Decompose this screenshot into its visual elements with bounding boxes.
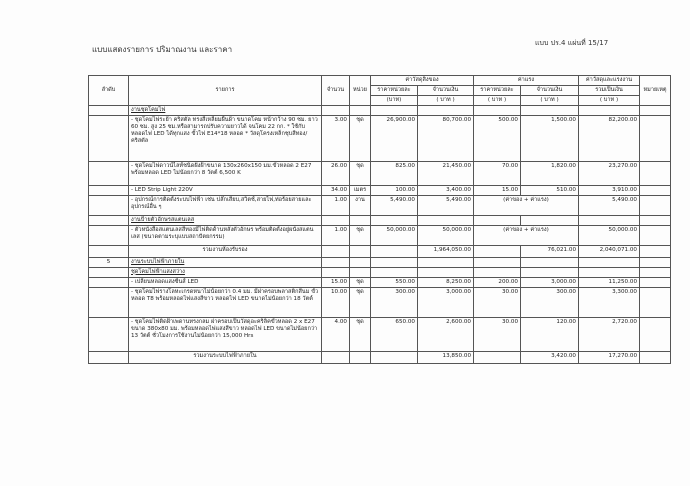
col-item: รายการ (129, 76, 322, 106)
item-description: - อุปกรณ์การติดตั้งระบบไฟฟ้า เช่น ปลั๊กเสียบ,สวิตช์,สายไฟ,ท่อร้อยสายและอุปกรณ์อื่น ๆ (129, 195, 322, 215)
unit-label: (บาท) (371, 96, 418, 106)
form-reference: แบบ ปร.4 แผ่นที่ 15/17 (535, 39, 609, 47)
table-row (89, 115, 671, 161)
total-amount: 82,200.00 (579, 115, 640, 161)
table-row (89, 185, 671, 195)
material-amount: 2,600.00 (418, 317, 474, 351)
material-unit-price: 650.00 (371, 317, 418, 351)
material-unit-price: 26,900.00 (371, 115, 418, 161)
section-heading: งานชุดโคมไฟ (129, 106, 322, 116)
material-unit-price: 50,000.00 (371, 225, 418, 245)
item-description: - ชุดโคมไฟรางโลหะเกรดหนาไม่น้อยกว่า 0.4 มม. มีฝาครอบพลาสติกสีนม ขั้วหลอด T8 พร้อมหลอดไฟแสงสีขาว หลอดไฟ LED ขนาดไม่น้อยกว่า 18 วัตต์ (129, 287, 322, 317)
unit-cell: ชุด (350, 287, 371, 317)
labor-amount: 1,820.00 (521, 161, 579, 185)
qty-cell: 1.00 (322, 195, 350, 215)
col-labor-unit: ราคาหน่วยละ (474, 86, 521, 96)
boq-table (88, 75, 671, 364)
qty-cell: 4.00 (322, 317, 350, 351)
table-row (89, 225, 671, 245)
document-title: แบบแสดงรายการ ปริมาณงาน และราคา (92, 45, 233, 54)
subtotal-label: รวมงานห้องรับรอง (129, 245, 322, 257)
material-amount: 8,250.00 (418, 277, 474, 287)
material-amount: 80,700.00 (418, 115, 474, 161)
labor-unit-price: 70.00 (474, 161, 521, 185)
table-row (89, 317, 671, 351)
total-amount: 2,720.00 (579, 317, 640, 351)
labor-amount: 120.00 (521, 317, 579, 351)
table-row (89, 195, 671, 215)
table-row (89, 161, 671, 185)
total-amount: 3,300.00 (579, 287, 640, 317)
col-total: ค่าวัสดุและแรงงาน (579, 76, 640, 86)
header-row-1 (89, 76, 671, 86)
material-unit-price: 5,490.00 (371, 195, 418, 215)
col-unit-price: ราคาหน่วยละ (371, 86, 418, 96)
qty-cell: 10.00 (322, 287, 350, 317)
col-unit: หน่วย (350, 76, 371, 106)
unit-cell: ชุด (350, 115, 371, 161)
section-heading-row (89, 267, 671, 277)
qty-cell: 1.00 (322, 225, 350, 245)
subtotal-material: 1,964,050.00 (418, 245, 474, 257)
subtotal-labor: 3,420.00 (521, 351, 579, 363)
item-description: - ตัวหนังสือสแตนเลสสีทองมีไฟติดด้านหลังตัวอักษร พร้อมติดตั้งอยู่ผนังสแตนเลส (ขนาดตามระบุแบบสถาปัตยกรรม) (129, 225, 322, 245)
total-amount: 50,000.00 (579, 225, 640, 245)
unit-cell: งาน (350, 195, 371, 215)
material-amount: 5,490.00 (418, 195, 474, 215)
unit-cell: ชุด (350, 277, 371, 287)
unit-label: ( บาท ) (474, 96, 521, 106)
col-no: ลำดับ (89, 76, 129, 106)
subtotal-total: 2,040,071.00 (579, 245, 640, 257)
section-subheading: ชุดโคมไฟฟ้าแสงสว่าง (129, 267, 322, 277)
labor-unit-price: 500.00 (474, 115, 521, 161)
material-unit-price: 550.00 (371, 277, 418, 287)
section-heading-row (89, 106, 671, 116)
section-number: 5 (89, 257, 129, 267)
labor-unit-price: 30.00 (474, 317, 521, 351)
unit-cell: ชุด (350, 317, 371, 351)
qty-cell: 34.00 (322, 185, 350, 195)
total-amount: 11,250.00 (579, 277, 640, 287)
total-amount: 5,490.00 (579, 195, 640, 215)
qty-cell: 26.00 (322, 161, 350, 185)
col-labor-amount: จำนวนเงิน (521, 86, 579, 96)
material-amount: 21,450.00 (418, 161, 474, 185)
total-amount: 23,270.00 (579, 161, 640, 185)
subtotal-total: 17,270.00 (579, 351, 640, 363)
subtotal-label: รวมงานระบบไฟฟ้าภายใน (129, 351, 322, 363)
labor-amount: 3,000.00 (521, 277, 579, 287)
labor-amount: 510.00 (521, 185, 579, 195)
material-unit-price: 300.00 (371, 287, 418, 317)
material-amount: 3,400.00 (418, 185, 474, 195)
unit-cell: ชุด (350, 161, 371, 185)
unit-cell: ชุด (350, 225, 371, 245)
col-amount: จำนวนเงิน (418, 86, 474, 96)
section-heading: งานระบบไฟฟ้าภายใน (129, 257, 322, 267)
item-description: - ชุดโคมไฟติดฝ้าเพดานทรงกลม ฝาครอบเป็นวัสดุอะคริลิคขั้วหลอด 2 x E27 ขนาด 380x80 มม. พร้อมหลอดไฟแสงสีขาว หลอดไฟ LED ขนาดไม่น้อยกว่า 13 วัตต์ ชั่วโมงการใช้งานไม่น้อยกว่า 15,000 Hrs (129, 317, 322, 351)
section-heading: งานป้ายตัวอักษรสแตนเลส (129, 215, 322, 225)
subtotal-labor: 76,021.00 (521, 245, 579, 257)
labor-amount: 300.00 (521, 287, 579, 317)
unit-label: ( บาท ) (579, 96, 640, 106)
unit-label: ( บาท ) (418, 96, 474, 106)
item-description: - LED Strip Light 220V (129, 185, 322, 195)
item-description: - ชุดโคมไฟระย้า คริสตัล ทรงสี่เหลี่ยมผืนผ้า ขนาดโคม หน้ากว้าง 90 ซม. ยาว 60 ซม. สูง 25 ซม.หรือสามารถปรับความยาวได้ จนโคม 22 กก. * ใช้กับหลอดไฟ LED ได้ทุกแสง ขั้วไฟ E14*18 หลอด * วัสดุโครงเหล็กชุบสีทอง/คริสตัล (129, 115, 322, 161)
item-description: - เปลี่ยนหลอดแสงซีนส์ LED (129, 277, 322, 287)
subtotal-material: 13,850.00 (418, 351, 474, 363)
col-labor: ค่าแรง (474, 76, 579, 86)
subtotal-row (89, 245, 671, 257)
table-row (89, 287, 671, 317)
item-description: - ชุดโคมไฟดาวน์ไลท์ชนิดฝังฝ้าขนาด 130x260x150 มม.ขั้วหลอด 2 E27 พร้อมหลอด LED ไม่น้อยกว่า 8 วัตต์ 6,500 K (129, 161, 322, 185)
section-heading-row (89, 257, 671, 267)
section-heading-row (89, 215, 671, 225)
material-amount: 3,000.00 (418, 287, 474, 317)
table-row (89, 277, 671, 287)
labor-unit-price: 15.00 (474, 185, 521, 195)
total-amount: 3,910.00 (579, 185, 640, 195)
labor-note: (ค่าของ + ค่าแรง) (474, 195, 579, 215)
unit-cell: เมตร (350, 185, 371, 195)
qty-cell: 3.00 (322, 115, 350, 161)
col-remark: หมายเหตุ (640, 76, 671, 106)
col-qty: จำนวน (322, 76, 350, 106)
unit-label: ( บาท ) (521, 96, 579, 106)
labor-unit-price: 200.00 (474, 277, 521, 287)
col-material: ค่าวัสดุสิ่งของ (371, 76, 474, 86)
material-unit-price: 100.00 (371, 185, 418, 195)
material-amount: 50,000.00 (418, 225, 474, 245)
subtotal-row (89, 351, 671, 363)
qty-cell: 15.00 (322, 277, 350, 287)
col-total-amount: รวมเป็นเงิน (579, 86, 640, 96)
labor-note: (ค่าของ + ค่าแรง) (474, 225, 579, 245)
labor-unit-price: 30.00 (474, 287, 521, 317)
material-unit-price: 825.00 (371, 161, 418, 185)
labor-amount: 1,500.00 (521, 115, 579, 161)
